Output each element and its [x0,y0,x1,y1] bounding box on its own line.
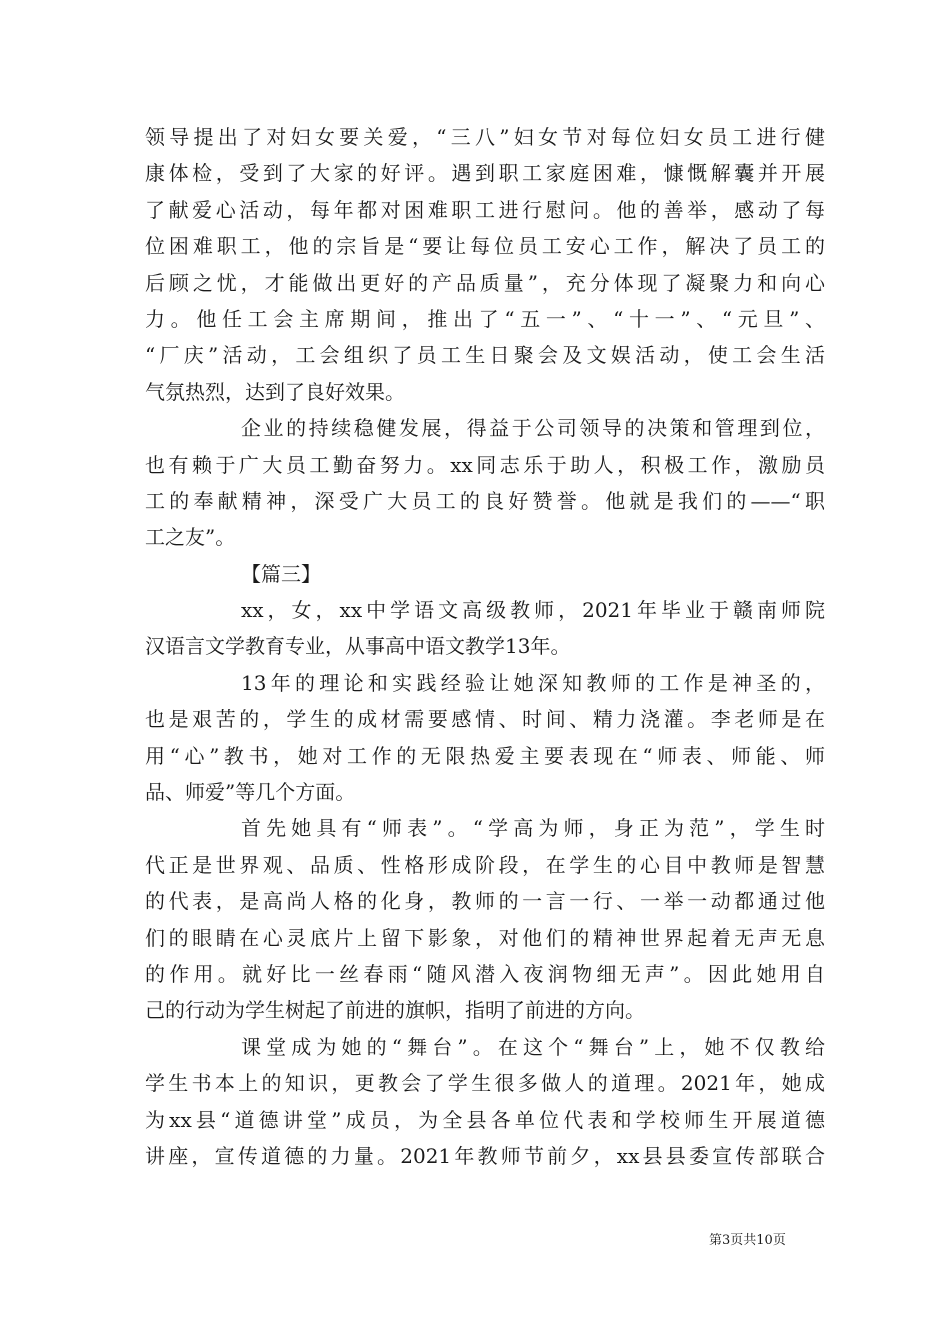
text-line: 品、师爱”等几个方面。 [145,780,356,805]
text-line: 的作用。就好比一丝春雨“随风潜入夜润物细无声”。因此她用自 [145,961,825,986]
text-line: 气氛热烈，达到了良好效果。 [145,379,405,404]
text-line: 汉语言文学教育专业，从事高中语文教学13年。 [145,634,571,659]
text-line: 领导提出了对妇女要关爱，“三八”妇女节对每位妇女员工进行健 [145,125,825,149]
text-line: 也有赖于广大员工勤奋努力。xx同志乐于助人，积极工作，激励员 [145,452,825,477]
text-line: 企业的持续稳健发展，得益于公司领导的决策和管理到位， [241,416,825,441]
text-line: 己的行动为学生树起了前进的旗帜，指明了前进的方向。 [145,998,645,1023]
text-line: xx，女，xx中学语文高级教师，2021年毕业于赣南师院 [241,598,825,623]
text-line: 们的眼睛在心灵底片上留下影象，对他们的精神世界起着无声无息 [145,925,825,950]
text-line: 13年的理论和实践经验让她深知教师的工作是神圣的， [241,670,825,695]
text-line: 课堂成为她的“舞台”。在这个“舞台”上，她不仅教给 [241,1034,825,1059]
text-line: 工的奉献精神，深受广大员工的良好赞誉。他就是我们的——“职 [145,488,825,513]
text-line: 讲座，宣传道德的力量。2021年教师节前夕，xx县县委宣传部联合 [145,1143,825,1168]
body-text [145,119,825,1174]
text-line: 后顾之忧，才能做出更好的产品质量”，充分体现了凝聚力和向心 [145,270,825,295]
text-line: 康体检，受到了大家的好评。遇到职工家庭困难，慷慨解囊并开展 [145,161,825,186]
section-heading: 【篇三】 [241,561,321,586]
text-line: 学生书本上的知识，更教会了学生很多做人的道理。2021年，她成 [145,1071,825,1096]
text-line: 力。他任工会主席期间，推出了“五一”、“十一”、“元旦”、 [145,306,825,331]
text-line: 为xx县“道德讲堂”成员，为全县各单位代表和学校师生开展道德 [145,1107,825,1132]
text-line: 位困难职工，他的宗旨是“要让每位员工安心工作，解决了员工的 [145,234,825,259]
text-line: 代正是世界观、品质、性格形成阶段，在学生的心目中教师是智慧 [145,852,825,877]
text-line: 用“心”教书，她对工作的无限热爱主要表现在“师表、师能、师 [145,743,825,768]
text-line: “厂庆”活动，工会组织了员工生日聚会及文娱活动，使工会生活 [145,343,825,368]
page-number: 第3页共10页 [709,1233,786,1248]
text-line: 首先她具有“师表”。“学高为师，身正为范”，学生时 [241,816,825,841]
text-line: 工之友”。 [145,525,236,550]
text-line: 的代表，是高尚人格的化身，教师的一言一行、一举一动都通过他 [145,889,825,914]
text-line: 了献爱心活动，每年都对困难职工进行慰问。他的善举，感动了每 [145,197,825,222]
text-line: 也是艰苦的，学生的成材需要感情、时间、精力浇灌。李老师是在 [145,707,825,732]
